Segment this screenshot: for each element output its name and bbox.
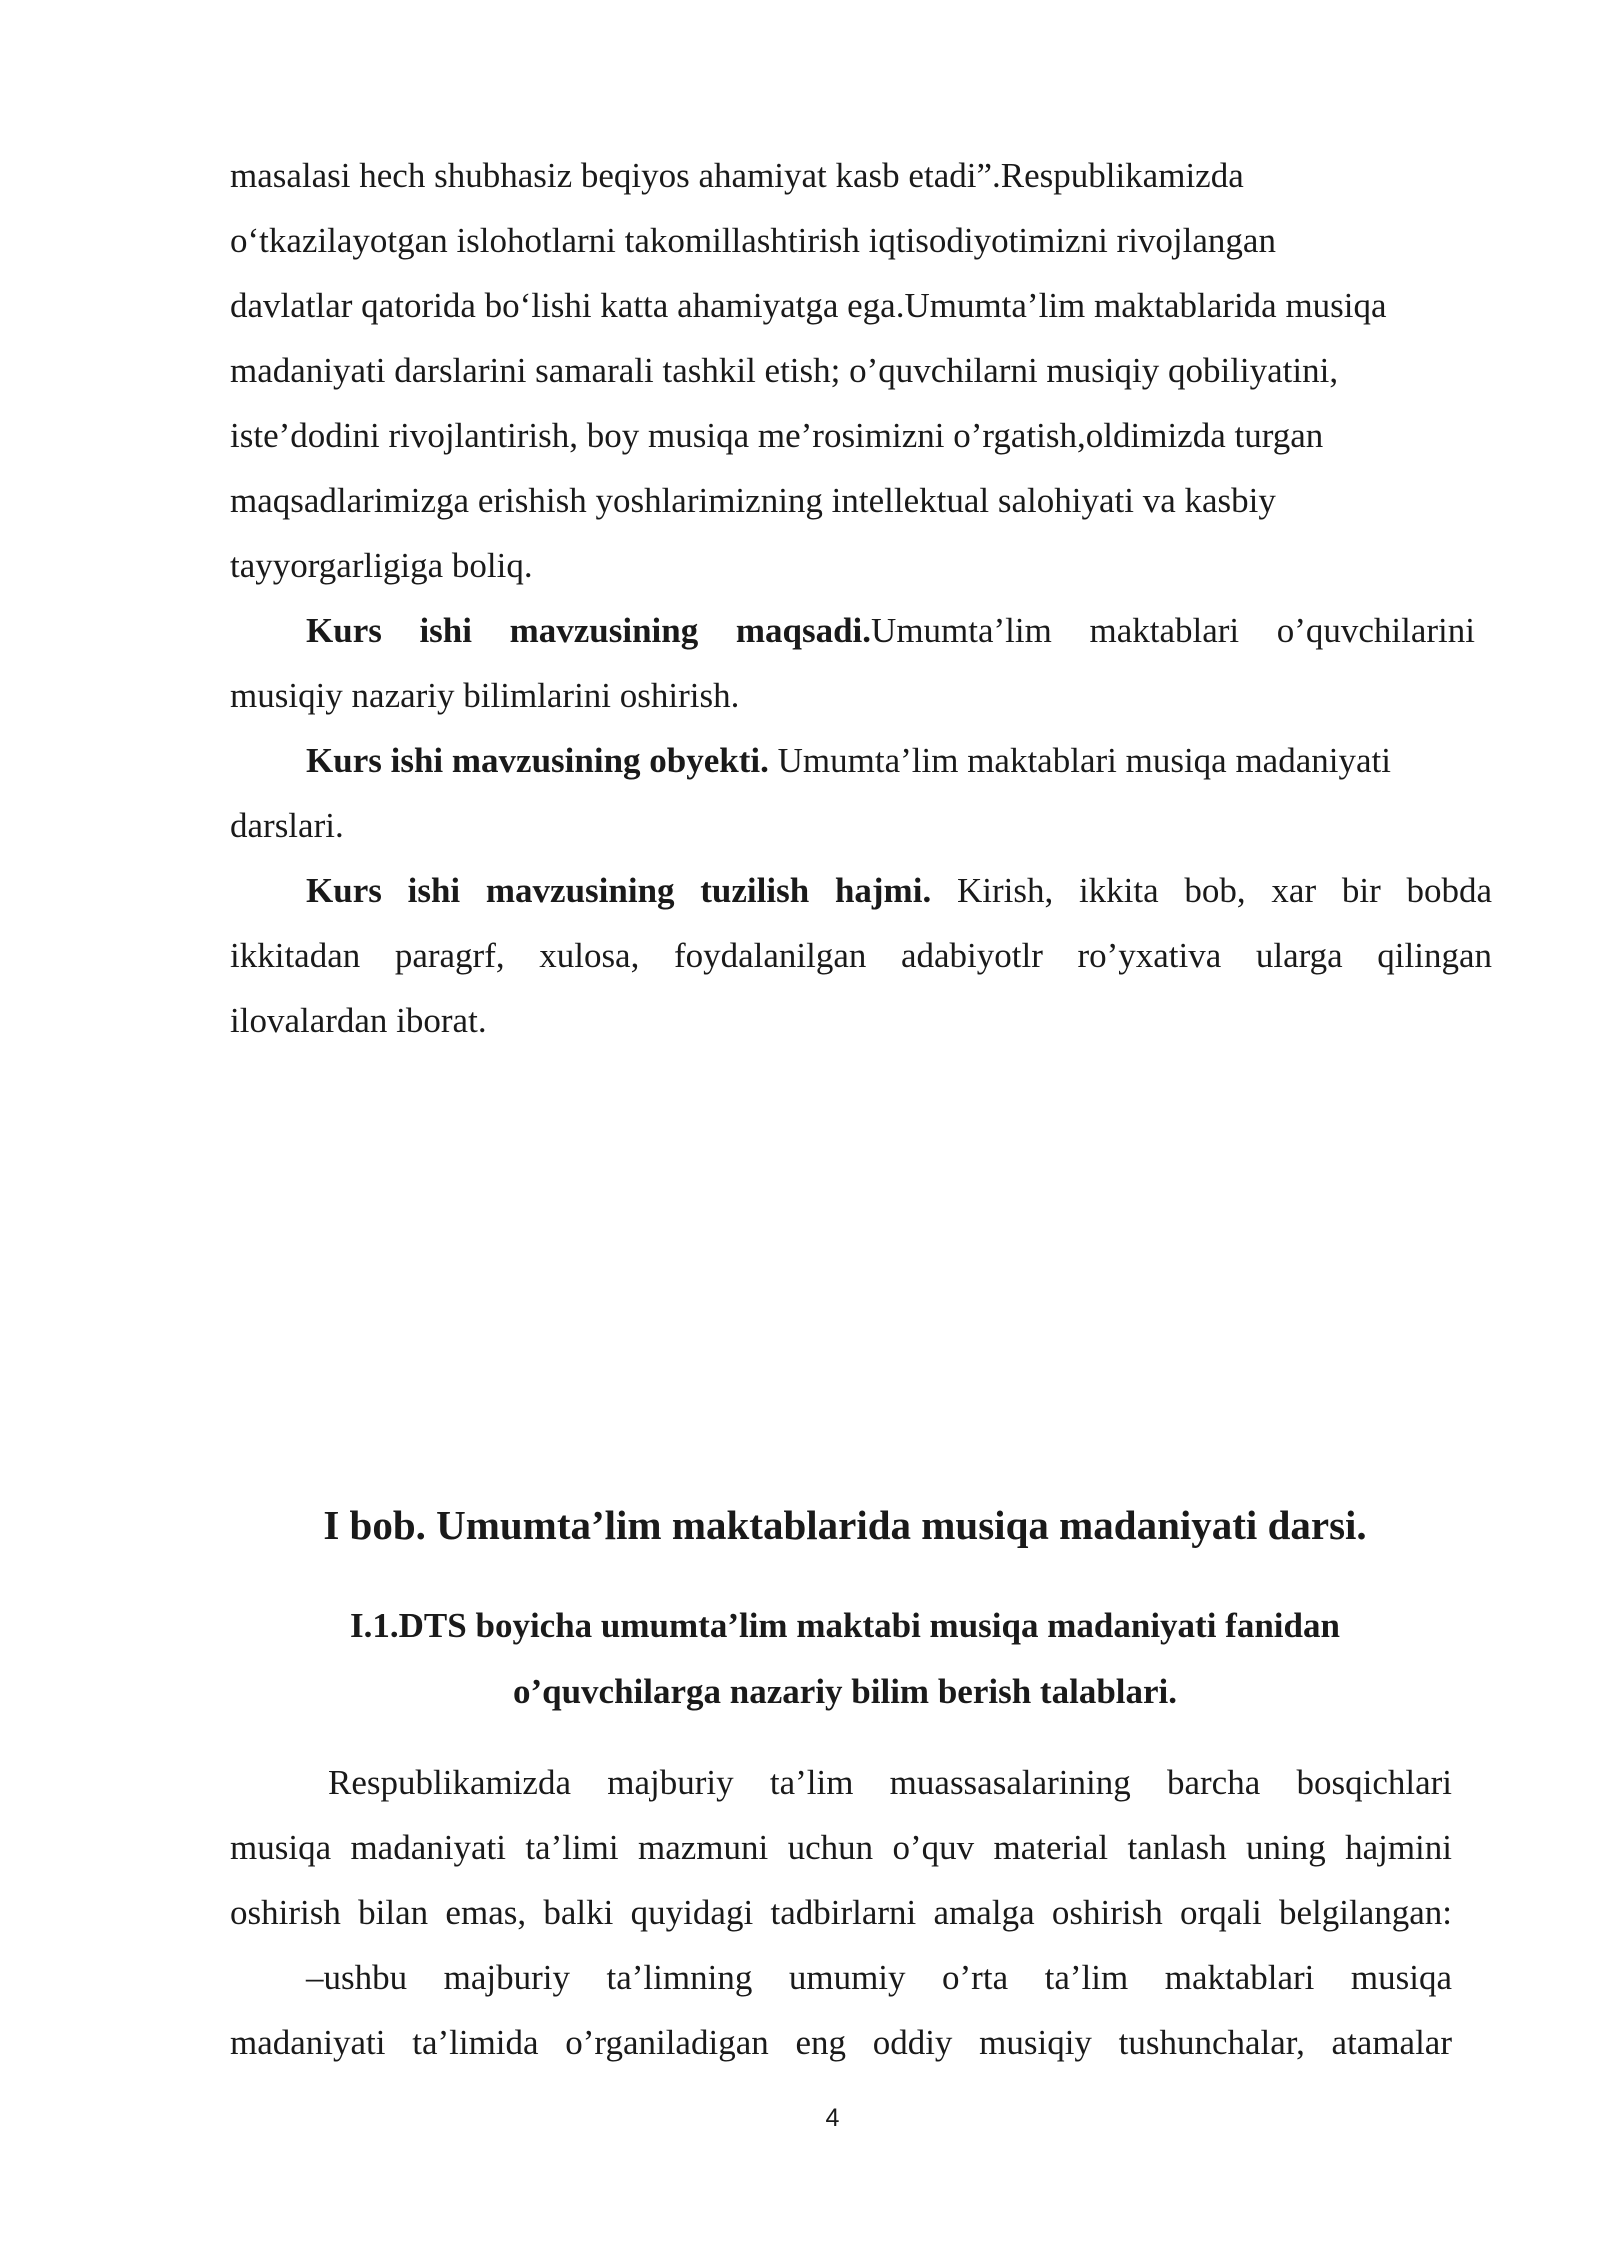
purpose-paragraph [230, 598, 1475, 728]
paragraph-line: masalasi hech shubhasiz beqiyos ahamiyat kasb etadi”.Respublikamizda [230, 156, 1244, 195]
paragraph-line: o‘tkazilayotgan islohotlarni takomillashtirish iqtisodiyotimizni rivojlangan [230, 221, 1276, 260]
paragraph-line: –ushbu majburiy ta’limning umumiy o’rta ta’lim maktablari musiqa [306, 1958, 1452, 1997]
structure-heading: Kurs ishi mavzusining tuzilish hajmi. [306, 871, 932, 910]
intro-paragraph [230, 143, 1492, 598]
object-line-2: darslari. [230, 806, 344, 845]
paragraph-line: tayyorgarligiga boliq. [230, 546, 533, 585]
structure-line [230, 858, 1492, 923]
section-title-line-2: o’quvchilarga nazariy bilim berish talablari. [512, 1672, 1178, 1711]
body-paragraph [230, 1750, 1452, 2075]
paragraph-line: musiqa madaniyati ta’limi mazmuni uchun o’quv material tanlash uning hajmini [230, 1828, 1452, 1867]
paragraph-line: Respublikamizda majburiy ta’lim muassasalarining barcha bosqichlari [328, 1763, 1452, 1802]
section-title-line-1: I.1.DTS boyicha umumta’lim maktabi musiqa madaniyati fanidan [350, 1606, 1340, 1645]
object-text: Umumta’lim maktablari musiqa madaniyati [768, 741, 1391, 780]
purpose-line [230, 598, 1475, 663]
object-line [230, 728, 1492, 793]
object-paragraph [230, 728, 1492, 858]
chapter-title: I bob. Umumta’lim maktablarida musiqa madaniyati darsi. [323, 1502, 1367, 1548]
paragraph-line: davlatlar qatorida bo‘lishi katta ahamiyatga ega.Umumta’lim maktablarida musiqa [230, 286, 1387, 325]
structure-text: Kirish, ikkita bob, xar bir bobda [931, 871, 1493, 910]
structure-line-3: ilovalardan iborat. [230, 1001, 487, 1040]
paragraph-line: oshirish bilan emas, balki quyidagi tadbirlarni amalga oshirish orqali belgilangan: [230, 1893, 1452, 1932]
paragraph-line: maqsadlarimizga erishish yoshlarimizning intellektual salohiyati va kasbiy [230, 481, 1276, 520]
page-number: 4 [825, 2104, 840, 2132]
purpose-line-2: musiqiy nazariy bilimlarini oshirish. [230, 676, 740, 715]
object-heading: Kurs ishi mavzusining obyekti. [306, 741, 769, 780]
purpose-text: Umumta’lim maktablari o’quvchilarini [871, 611, 1476, 650]
purpose-heading: Kurs ishi mavzusining maqsadi. [306, 611, 872, 650]
paragraph-line: madaniyati ta’limida o’rganiladigan eng oddiy musiqiy tushunchalar, atamalar [230, 2023, 1452, 2062]
paragraph-line: iste’dodini rivojlantirish, boy musiqa me’rosimizni o’rgatish,oldimizda turgan [230, 416, 1324, 455]
structure-line-2: ikkitadan paragrf, xulosa, foydalanilgan adabiyotlr ro’yxativa ularga qilingan [230, 936, 1492, 975]
structure-paragraph [230, 858, 1492, 1053]
section-title [0, 1593, 1600, 1725]
paragraph-line: madaniyati darslarini samarali tashkil etish; o’quvchilarni musiqiy qobiliyatini, [230, 351, 1339, 390]
